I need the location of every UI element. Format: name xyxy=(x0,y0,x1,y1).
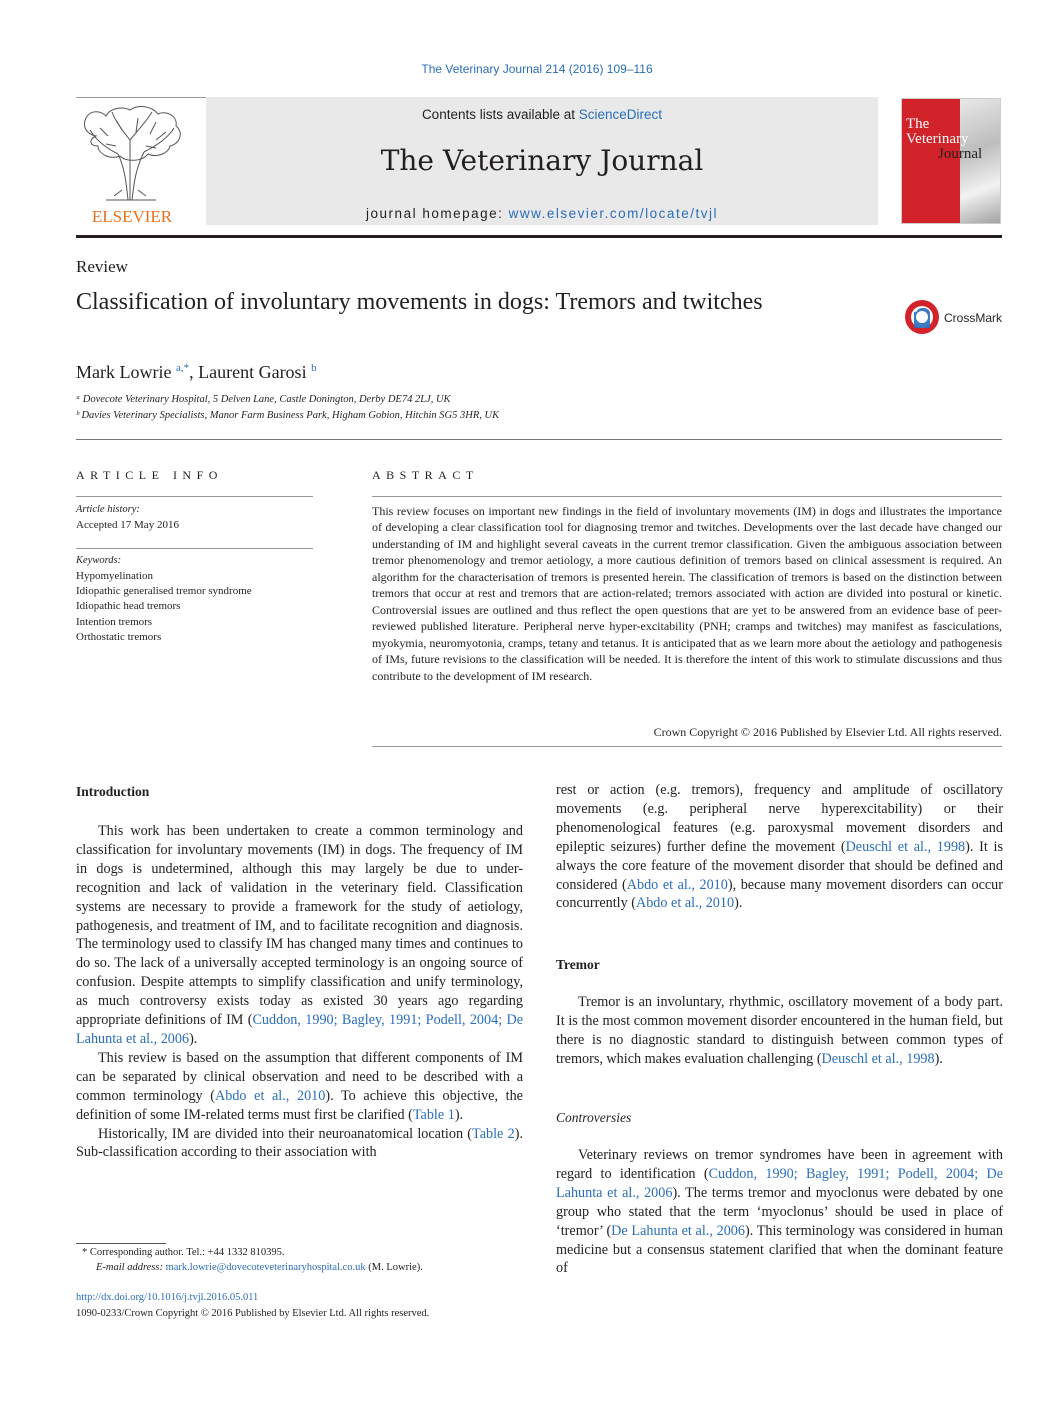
cover-title-line-3: Journal xyxy=(938,146,983,162)
divider xyxy=(372,496,1002,497)
body-right-column-continuation xyxy=(556,781,1003,913)
elsevier-wordmark: ELSEVIER xyxy=(91,207,173,226)
contents-prefix: Contents lists available at xyxy=(421,107,579,122)
article-type: Review xyxy=(76,257,128,276)
footnote-marker: * xyxy=(82,1247,88,1258)
body-left-column xyxy=(76,822,523,1162)
homepage-link[interactable]: www.elsevier.com/locate/tvjl xyxy=(508,206,718,221)
table-link[interactable]: Table 1 xyxy=(412,1106,455,1123)
author-name[interactable]: Laurent Garosi xyxy=(198,362,307,382)
paragraph-text: ), because many movement disorders can occur concurrently ( xyxy=(556,876,1003,912)
footnote-text: Corresponding author. Tel.: +44 1332 810395. xyxy=(89,1247,285,1258)
crossmark-label: CrossMark xyxy=(944,311,1003,325)
paragraph-text: Historically, IM are divided into their neuroanatomical location ( xyxy=(98,1125,473,1142)
author-affiliation-marker[interactable]: a,* xyxy=(175,362,190,374)
history-label: Article history: xyxy=(76,504,140,515)
elsevier-logo[interactable] xyxy=(76,100,188,228)
citation-link[interactable]: Abdo et al., 2010 xyxy=(214,1087,326,1104)
keywords-list xyxy=(76,569,252,645)
cover-title xyxy=(906,117,1001,162)
paragraph-text: ). xyxy=(934,1050,943,1067)
divider xyxy=(76,496,313,497)
divider xyxy=(76,439,1002,440)
citation-link[interactable]: Deuschl et al., 1998 xyxy=(845,838,966,855)
abstract-copyright: Crown Copyright © 2016 Published by Elsevier Ltd. All rights reserved. xyxy=(653,725,1002,739)
paragraph-text: ). xyxy=(734,895,743,912)
author-affiliation-marker[interactable]: b xyxy=(311,362,317,374)
contents-line xyxy=(206,107,878,122)
divider xyxy=(372,746,1002,747)
body-right-column-controversies xyxy=(556,1146,1003,1278)
footnote-email xyxy=(96,1262,423,1273)
elsevier-tree-icon xyxy=(76,100,188,228)
citation-link[interactable]: Cuddon, 1990; Bagley, 1991; Podell, 2004; De Lahunta et al., 2006 xyxy=(556,1165,1003,1201)
keyword: Orthostatic tremors xyxy=(76,630,162,643)
keywords-label: Keywords: xyxy=(76,555,122,566)
cover-title-line-1: The xyxy=(906,116,930,132)
paragraph xyxy=(556,1146,1003,1278)
email-suffix: (M. Lowrie). xyxy=(365,1262,423,1273)
paragraph-text: ). Sub-classification according to their association with xyxy=(76,1125,523,1161)
paragraph-text: ). xyxy=(189,1030,198,1047)
paragraph xyxy=(76,822,523,1049)
crossmark-icon xyxy=(903,298,941,336)
journal-cover-thumbnail[interactable] xyxy=(901,98,1001,224)
homepage-line xyxy=(206,206,878,221)
author-name[interactable]: Mark Lowrie xyxy=(76,362,172,382)
homepage-prefix: journal homepage: xyxy=(366,206,509,221)
divider xyxy=(76,548,313,549)
paragraph-text: This review is based on the assumption that different components of IM can be separated by clinical observation and need to be described with a common terminology ( xyxy=(76,1049,523,1104)
email-label: E-mail address: xyxy=(96,1262,166,1273)
subsection-heading-controversies: Controversies xyxy=(556,1110,632,1125)
history-value: Accepted 17 May 2016 xyxy=(76,519,179,531)
keyword: Idiopathic generalised tremor syndrome xyxy=(76,585,252,598)
doi-link[interactable]: http://dx.doi.org/10.1016/j.tvjl.2016.05.011 xyxy=(76,1292,259,1303)
keyword: Hypomyelination xyxy=(76,570,153,582)
paragraph-text: Veterinary reviews on tremor syndromes have been in agreement with regard to identification ( xyxy=(556,1147,1003,1182)
paragraph xyxy=(76,1049,523,1125)
paragraph xyxy=(556,993,1003,1069)
article-info-heading: ARTICLE INFO xyxy=(76,468,223,482)
section-heading-introduction: Introduction xyxy=(76,784,150,799)
citation-link[interactable]: Deuschl et al., 1998 xyxy=(821,1050,935,1067)
journal-citation[interactable]: The Veterinary Journal 214 (2016) 109–116 xyxy=(421,62,653,76)
paragraph-text: Tremor is an involuntary, rhythmic, oscillatory movement of a body part. It is the most common movement disorder encountered in the human field, but there is no diagnostic standard to distinguish between common types of tremors, which makes evaluation challenging ( xyxy=(556,994,1003,1067)
sciencedirect-link[interactable]: ScienceDirect xyxy=(578,107,663,122)
paragraph-text: ). xyxy=(454,1106,464,1123)
journal-name: The Veterinary Journal xyxy=(380,144,704,177)
email-link[interactable]: mark.lowrie@dovecoteveterinaryhospital.co.uk xyxy=(165,1262,366,1273)
citation-link[interactable]: Cuddon, 1990; Bagley, 1991; Podell, 2004; De Lahunta et al., 2006 xyxy=(76,1012,523,1047)
section-heading-tremor: Tremor xyxy=(556,957,600,972)
paragraph-text: ). It is always the core feature of the movement disorder that should be defined and considered ( xyxy=(556,838,1003,893)
abstract-heading: ABSTRACT xyxy=(372,468,479,482)
citation-link[interactable]: De Lahunta et al., 2006 xyxy=(611,1222,745,1239)
paragraph-text: ). The terms tremor and myoclonus were debated by one group who stated that the term ‘myoclonus’ should be used in place of ‘tremor’ ( xyxy=(556,1184,1003,1239)
article-title: Classification of involuntary movements in dogs: Tremors and twitches xyxy=(76,289,763,315)
paragraph-text: ). To achieve this objective, the definition of some IM-related terms must first be clarified ( xyxy=(76,1087,523,1123)
author-list xyxy=(76,362,317,383)
issn-copyright: 1090-0233/Crown Copyright © 2016 Published by Elsevier Ltd. All rights reserved. xyxy=(76,1308,430,1319)
keyword: Idiopathic head tremors xyxy=(76,600,181,613)
paragraph-text: rest or action (e.g. tremors), frequency and amplitude of oscillatory movements (e.g. peripheral nerve hyperexcitability) or their phenomenological features (e.g. paroxysmal movement disorders and epileptic seizures) further define the movement ( xyxy=(556,782,1003,855)
footnote-corresponding-author xyxy=(82,1247,284,1258)
paragraph-text: ). This terminology was considered in human medicine but a consensus statement clarified that when the dominant feature of xyxy=(556,1222,1003,1277)
citation-link[interactable]: Abdo et al., 2010 xyxy=(635,895,735,912)
table-link[interactable]: Table 2 xyxy=(472,1125,515,1142)
citation-link[interactable]: Abdo et al., 2010 xyxy=(626,876,728,893)
affiliation-a: ᵃ Dovecote Veterinary Hospital, 5 Delven Lane, Castle Donington, Derby DE74 2LJ, UK xyxy=(76,394,451,405)
paragraph xyxy=(76,1125,523,1163)
affiliation-b: ᵇ Davies Veterinary Specialists, Manor Farm Business Park, Higham Gobion, Hitchin SG5 3HR, UK xyxy=(76,410,500,421)
cover-title-line-2: Veterinary xyxy=(906,131,969,147)
author-separator: , xyxy=(189,362,199,382)
footnote-rule xyxy=(76,1243,166,1244)
keyword: Intention tremors xyxy=(76,615,153,628)
abstract-text: This review focuses on important new findings in the field of involuntary movements (IM) in dogs and illustrates the importance of developing a clear classification tool for diagnosing tremor and twitches. Developments over the last decade have changed our understanding of IM and highlight several caveats in the current tremor classification. Given the ambiguous association between tremor phenomenology and tremor aetiology, a more cautious definition of tremors based on clinical assessment is required. An algorithm for the characterisation of tremors is presented herein. The classification of tremors is based on the distinction between tremors that occur at rest and tremors that are action-related; tremors associated with action are divided into postural or kinetic. Controversial issues are outlined and thus reflect the open questions that are yet to be answered from an evidence base of peer-reviewed published literature. Peripheral nerve hyper-excitability (PNH; cramps and twitches) may manifest as fasciculations, myokymia, neuromyotonia, cramps, tetany and tetanus. It is anticipated that as we learn more about the aetiology and pathogenesis of IMs, future revisions to the classification will be needed. It is therefore the intent of this work to stimulate discussions and thus contribute to the development of IM research. xyxy=(372,504,1002,683)
paragraph-text: This work has been undertaken to create a common terminology and classification for involuntary movements (IM) in dogs. The frequency of IM in dogs is undetermined, although this may largely be due to under-recognition and lack of validation in the veterinary field. Classification systems are necessary to provide a framework for the study of aetiology, pathogenesis, and treatment of IM, and to facilitate recognition and diagnosis. The terminology used to classify IM has changed many times and continues to do so. The lack of a universally accepted terminology is an ongoing source of confusion. Despite attempts to simplify classification and unify terminology, as much controversy exists today as existed 30 years ago regarding appropriate definitions of IM ( xyxy=(76,823,523,1029)
header-rule xyxy=(76,235,1002,238)
body-right-column-tremor xyxy=(556,993,1003,1069)
crossmark-badge[interactable] xyxy=(903,298,1013,338)
